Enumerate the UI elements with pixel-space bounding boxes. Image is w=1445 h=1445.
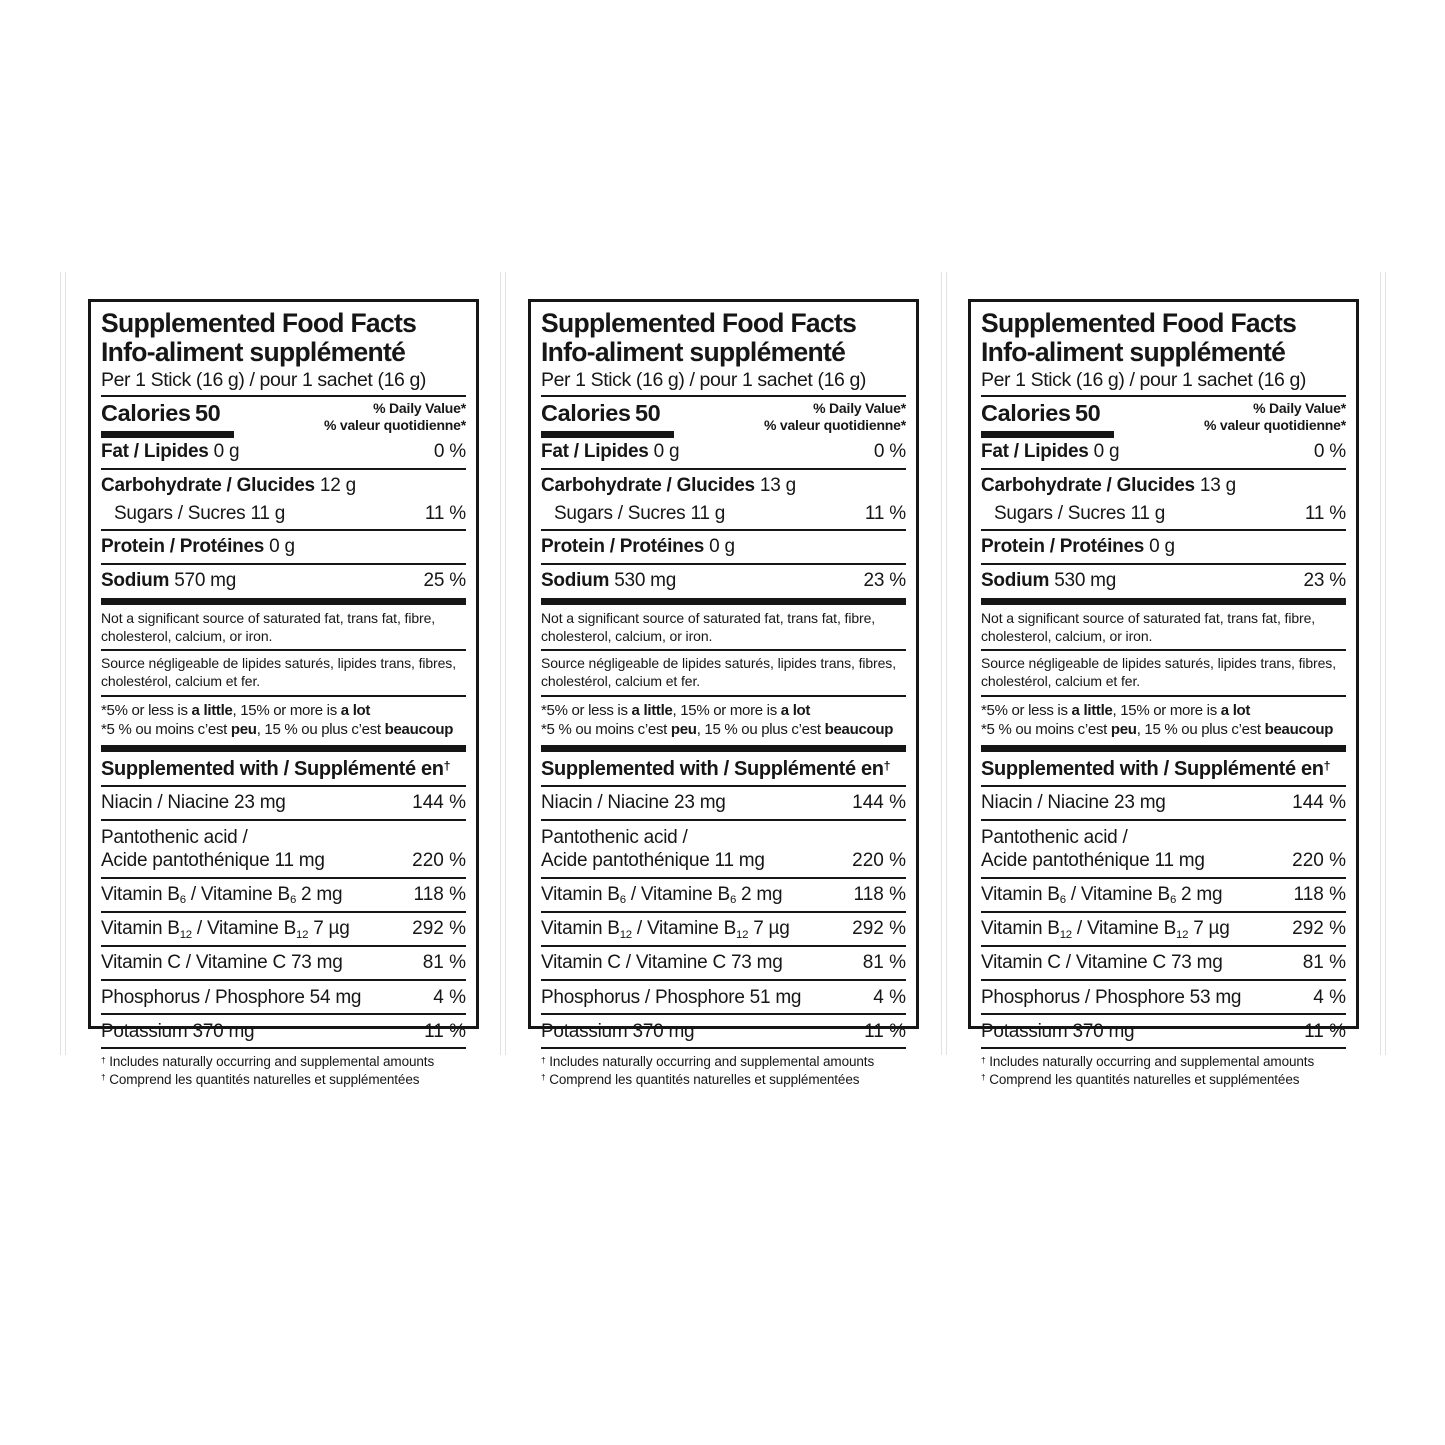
rule xyxy=(541,649,906,651)
rule xyxy=(101,529,466,531)
rule xyxy=(541,1013,906,1015)
sodium-row xyxy=(981,567,1346,595)
daily-value-heading-en: % Daily Value* xyxy=(813,400,906,417)
nutrient-daily-value: 81 % xyxy=(862,952,906,974)
daily-value-heading xyxy=(324,400,466,434)
label-title-fr: Info-aliment supplémenté xyxy=(101,336,406,367)
calories-label: Calories xyxy=(541,400,631,427)
rule xyxy=(981,695,1346,697)
nutrient-daily-value: 144 % xyxy=(852,792,906,814)
supplemented-nutrient-row xyxy=(981,949,1346,977)
nutrient-name: Vitamin $B_6$ / Vitamine $B_6$ 2 mg xyxy=(981,884,1223,907)
fat-name: Fat / Lipides 0 g xyxy=(541,441,680,463)
label-title-en: Supplemented Food Facts xyxy=(981,308,1297,338)
panel-fold-divider xyxy=(60,272,66,1055)
supplemented-with-header: Supplemented with / Supplémenté en† xyxy=(101,757,451,780)
calories-value: 50 xyxy=(635,400,661,427)
sodium-name: Sodium 530 mg xyxy=(541,570,677,592)
bottom-note-fr: † Comprend les quantités naturelles et supplémentées xyxy=(101,1071,420,1087)
nutrient-daily-value: 220 % xyxy=(1292,849,1346,871)
fat-daily-value: 0 % xyxy=(873,441,906,463)
nutrient-daily-value: 81 % xyxy=(1302,952,1346,974)
rule xyxy=(981,1047,1346,1049)
daily-value-footnote-en: *5% or less is a little, 15% or more is a lot xyxy=(101,701,371,719)
nutrient-name: Phosphorus / Phosphore 54 mg xyxy=(101,986,362,1008)
nutrient-daily-value: 11 % xyxy=(1304,1020,1346,1042)
nutrient-daily-value: 11 % xyxy=(864,1020,906,1042)
rule xyxy=(981,529,1346,531)
calories-row xyxy=(981,400,1346,438)
daily-value-footnote-fr: *5 % ou moins c’est peu, 15 % ou plus c’est beaucoup xyxy=(101,721,454,739)
supplemented-nutrient-row xyxy=(101,983,466,1011)
supplemented-nutrient-row xyxy=(981,823,1346,874)
rule xyxy=(541,529,906,531)
rule xyxy=(101,1047,466,1049)
daily-value-heading xyxy=(1204,400,1346,434)
label-title-en: Supplemented Food Facts xyxy=(101,308,417,338)
sodium-daily-value: 25 % xyxy=(423,570,466,592)
rule xyxy=(101,395,466,397)
serving-size: Per 1 Stick (16 g) / pour 1 sachet (16 g) xyxy=(981,369,1307,392)
protein-name: Protein / Protéines 0 g xyxy=(981,536,1175,558)
sodium-row xyxy=(541,567,906,595)
bottom-notes xyxy=(101,1051,466,1088)
daily-value-footnote xyxy=(541,699,906,742)
nutrient-daily-value: 220 % xyxy=(412,849,466,871)
supplemented-nutrient-row xyxy=(541,881,906,909)
calories-label: Calories xyxy=(101,400,191,427)
nutrient-name: Vitamin C / Vitamine C 73 mg xyxy=(981,952,1223,974)
rule xyxy=(981,911,1346,913)
fat-name: Fat / Lipides 0 g xyxy=(981,441,1120,463)
insignificant-source-note-fr: Source négligeable de lipides saturés, lipides trans, fibres, cholestérol, calcium et fer. xyxy=(981,655,1336,690)
protein-row xyxy=(101,533,466,561)
label-title-fr: Info-aliment supplémenté xyxy=(541,336,846,367)
nutrient-name: Phosphorus / Phosphore 53 mg xyxy=(981,986,1242,1008)
rule xyxy=(981,819,1346,821)
supplemented-rows xyxy=(981,789,1346,1049)
nutrient-name: Niacin / Niacine 23 mg xyxy=(101,792,286,814)
nutrient-name: Potassium 370 mg xyxy=(541,1020,695,1042)
calories-underline xyxy=(981,431,1114,438)
fat-row xyxy=(981,438,1346,466)
panel-fold-divider xyxy=(941,272,947,1055)
sugars-daily-value: 11 % xyxy=(1304,502,1346,524)
supplemented-rows xyxy=(541,789,906,1049)
nutrient-daily-value: 118 % xyxy=(1293,884,1346,905)
nutrient-daily-value: 81 % xyxy=(422,952,466,974)
thick-rule xyxy=(541,598,906,605)
rule xyxy=(541,563,906,565)
daily-value-footnote-fr: *5 % ou moins c’est peu, 15 % ou plus c’est beaucoup xyxy=(541,721,894,739)
nutrient-name: Pantothenic acid / Acide pantothénique 11 mg xyxy=(101,826,325,871)
serving-size: Per 1 Stick (16 g) / pour 1 sachet (16 g) xyxy=(101,369,427,392)
carbohydrate-name: Carbohydrate / Glucides 12 g xyxy=(101,474,356,496)
supplemented-nutrient-row xyxy=(101,789,466,817)
rule xyxy=(981,563,1346,565)
bottom-note-fr: † Comprend les quantités naturelles et supplémentées xyxy=(981,1071,1300,1087)
rule xyxy=(541,819,906,821)
supplemented-nutrient-row xyxy=(541,915,906,943)
calories-value: 50 xyxy=(195,400,221,427)
daily-value-footnote-fr: *5 % ou moins c’est peu, 15 % ou plus c’est beaucoup xyxy=(981,721,1334,739)
supplemented-food-facts-label xyxy=(968,299,1359,1087)
daily-value-heading-en: % Daily Value* xyxy=(373,400,466,417)
insignificant-source-note-fr: Source négligeable de lipides saturés, lipides trans, fibres, cholestérol, calcium et fer. xyxy=(541,655,896,690)
daily-value-heading-fr: % valeur quotidienne* xyxy=(763,416,906,433)
sodium-name: Sodium 530 mg xyxy=(981,570,1117,592)
rule xyxy=(541,395,906,397)
rule xyxy=(541,945,906,947)
sugars-name: Sugars / Sucres 11 g xyxy=(114,502,286,524)
rule xyxy=(101,979,466,981)
serving-size: Per 1 Stick (16 g) / pour 1 sachet (16 g) xyxy=(541,369,867,392)
nutrient-name: Vitamin $B_{12}$ / Vitamine $B_{12}$ 7 µg xyxy=(101,918,350,941)
bottom-note-en: † Includes naturally occurring and supplemental amounts xyxy=(541,1054,875,1070)
rule xyxy=(981,649,1346,651)
panel-fold-divider xyxy=(1380,272,1386,1055)
sugars-daily-value: 11 % xyxy=(864,502,906,524)
nutrient-name: Vitamin $B_{12}$ / Vitamine $B_{12}$ 7 µg xyxy=(981,918,1230,941)
nutrient-name: Niacin / Niacine 23 mg xyxy=(981,792,1166,814)
rule xyxy=(541,785,906,787)
supplemented-nutrient-row xyxy=(541,983,906,1011)
supplemented-nutrient-row xyxy=(101,949,466,977)
rule xyxy=(101,695,466,697)
nutrient-name: Vitamin $B_{12}$ / Vitamine $B_{12}$ 7 µg xyxy=(541,918,790,941)
fat-row xyxy=(101,438,466,466)
nutrient-daily-value: 4 % xyxy=(873,986,906,1008)
supplemented-nutrient-row xyxy=(101,915,466,943)
nutrient-daily-value: 118 % xyxy=(853,884,906,905)
supplemented-nutrient-row xyxy=(541,823,906,874)
daily-value-heading xyxy=(764,400,906,434)
daily-value-heading-fr: % valeur quotidienne* xyxy=(1203,416,1346,433)
rule xyxy=(541,877,906,879)
supplemented-nutrient-row xyxy=(541,1017,906,1045)
thick-rule xyxy=(101,745,466,752)
sugars-row xyxy=(101,500,466,528)
rule xyxy=(101,1013,466,1015)
nutrient-name: Phosphorus / Phosphore 51 mg xyxy=(541,986,802,1008)
daily-value-footnote-en: *5% or less is a little, 15% or more is a lot xyxy=(541,701,811,719)
sugars-daily-value: 11 % xyxy=(424,502,466,524)
insignificant-source-note-fr: Source négligeable de lipides saturés, lipides trans, fibres, cholestérol, calcium et fer. xyxy=(101,655,456,690)
nutrient-daily-value: 292 % xyxy=(412,918,466,940)
supplemented-nutrient-row xyxy=(101,1017,466,1045)
carbohydrate-name: Carbohydrate / Glucides 13 g xyxy=(981,474,1236,496)
bottom-notes xyxy=(981,1051,1346,1088)
supplemented-food-facts-label xyxy=(88,299,479,1087)
nutrient-name: Niacin / Niacine 23 mg xyxy=(541,792,726,814)
calories-underline xyxy=(541,431,674,438)
calories-value: 50 xyxy=(1075,400,1101,427)
rule xyxy=(101,945,466,947)
nutrient-name: Vitamin $B_6$ / Vitamine $B_6$ 2 mg xyxy=(541,884,783,907)
rule xyxy=(101,785,466,787)
thick-rule xyxy=(981,598,1346,605)
nutrient-daily-value: 292 % xyxy=(1292,918,1346,940)
bottom-note-fr: † Comprend les quantités naturelles et supplémentées xyxy=(541,1071,860,1087)
panel-fold-divider xyxy=(500,272,506,1055)
label-title-fr: Info-aliment supplémenté xyxy=(981,336,1286,367)
rule xyxy=(541,1047,906,1049)
supplemented-food-facts-label xyxy=(528,299,919,1087)
nutrient-name: Vitamin C / Vitamine C 73 mg xyxy=(101,952,343,974)
supplemented-nutrient-row xyxy=(101,881,466,909)
rule xyxy=(981,979,1346,981)
rule xyxy=(541,468,906,470)
nutrient-daily-value: 4 % xyxy=(433,986,466,1008)
supplemented-with-header: Supplemented with / Supplémenté en† xyxy=(541,757,891,780)
rule xyxy=(541,979,906,981)
rule xyxy=(101,468,466,470)
calories-underline xyxy=(101,431,234,438)
daily-value-footnote xyxy=(981,699,1346,742)
nutrient-daily-value: 11 % xyxy=(424,1020,466,1042)
nutrient-daily-value: 292 % xyxy=(852,918,906,940)
fat-name: Fat / Lipides 0 g xyxy=(101,441,240,463)
fat-daily-value: 0 % xyxy=(1313,441,1346,463)
sugars-name: Sugars / Sucres 11 g xyxy=(994,502,1166,524)
nutrient-daily-value: 118 % xyxy=(413,884,466,905)
bottom-note-en: † Includes naturally occurring and supplemental amounts xyxy=(101,1054,435,1070)
rule xyxy=(101,877,466,879)
calories-block xyxy=(101,400,234,438)
fat-row xyxy=(541,438,906,466)
rule xyxy=(981,395,1346,397)
rule xyxy=(541,911,906,913)
supplemented-nutrient-row xyxy=(981,915,1346,943)
supplemented-nutrient-row xyxy=(981,1017,1346,1045)
supplemented-rows xyxy=(101,789,466,1049)
nutrient-name: Vitamin C / Vitamine C 73 mg xyxy=(541,952,783,974)
carbohydrate-row xyxy=(541,472,906,500)
rule xyxy=(101,911,466,913)
rule xyxy=(981,1013,1346,1015)
insignificant-source-note-en: Not a significant source of saturated fat, trans fat, fibre, cholesterol, calcium, or iron. xyxy=(541,609,876,644)
protein-row xyxy=(981,533,1346,561)
nutrient-daily-value: 144 % xyxy=(1292,792,1346,814)
sugars-row xyxy=(981,500,1346,528)
rule xyxy=(541,695,906,697)
supplemented-nutrient-row xyxy=(981,789,1346,817)
thick-rule xyxy=(541,745,906,752)
bottom-notes xyxy=(541,1051,906,1088)
thick-rule xyxy=(981,745,1346,752)
nutrient-name: Pantothenic acid / Acide pantothénique 11 mg xyxy=(541,826,765,871)
sodium-daily-value: 23 % xyxy=(863,570,906,592)
fat-daily-value: 0 % xyxy=(433,441,466,463)
protein-name: Protein / Protéines 0 g xyxy=(101,536,295,558)
rule xyxy=(101,563,466,565)
rule xyxy=(981,785,1346,787)
nutrient-daily-value: 220 % xyxy=(852,849,906,871)
calories-row xyxy=(541,400,906,438)
nutrient-daily-value: 4 % xyxy=(1313,986,1346,1008)
rule xyxy=(981,877,1346,879)
carbohydrate-name: Carbohydrate / Glucides 13 g xyxy=(541,474,796,496)
supplemented-nutrient-row xyxy=(981,881,1346,909)
sodium-row xyxy=(101,567,466,595)
rule xyxy=(101,649,466,651)
bottom-note-en: † Includes naturally occurring and supplemental amounts xyxy=(981,1054,1315,1070)
daily-value-heading-fr: % valeur quotidienne* xyxy=(323,416,466,433)
insignificant-source-note-en: Not a significant source of saturated fat, trans fat, fibre, cholesterol, calcium, or iron. xyxy=(981,609,1316,644)
sodium-daily-value: 23 % xyxy=(1303,570,1346,592)
nutrient-name: Pantothenic acid / Acide pantothénique 11 mg xyxy=(981,826,1205,871)
nutrient-daily-value: 144 % xyxy=(412,792,466,814)
calories-block xyxy=(541,400,674,438)
nutrient-name: Vitamin $B_6$ / Vitamine $B_6$ 2 mg xyxy=(101,884,343,907)
sodium-name: Sodium 570 mg xyxy=(101,570,237,592)
supplemented-nutrient-row xyxy=(981,983,1346,1011)
daily-value-heading-en: % Daily Value* xyxy=(1253,400,1346,417)
daily-value-footnote xyxy=(101,699,466,742)
supplemented-nutrient-row xyxy=(541,789,906,817)
protein-name: Protein / Protéines 0 g xyxy=(541,536,735,558)
carbohydrate-row xyxy=(101,472,466,500)
calories-block xyxy=(981,400,1114,438)
nutrient-name: Potassium 370 mg xyxy=(981,1020,1135,1042)
insignificant-source-note-en: Not a significant source of saturated fat, trans fat, fibre, cholesterol, calcium, or iron. xyxy=(101,609,436,644)
daily-value-footnote-en: *5% or less is a little, 15% or more is a lot xyxy=(981,701,1251,719)
carbohydrate-row xyxy=(981,472,1346,500)
nutrient-name: Potassium 370 mg xyxy=(101,1020,255,1042)
protein-row xyxy=(541,533,906,561)
supplemented-nutrient-row xyxy=(541,949,906,977)
supplemented-with-header: Supplemented with / Supplémenté en† xyxy=(981,757,1331,780)
thick-rule xyxy=(101,598,466,605)
calories-label: Calories xyxy=(981,400,1071,427)
sugars-name: Sugars / Sucres 11 g xyxy=(554,502,726,524)
rule xyxy=(981,945,1346,947)
rule xyxy=(981,468,1346,470)
sugars-row xyxy=(541,500,906,528)
calories-row xyxy=(101,400,466,438)
label-title-en: Supplemented Food Facts xyxy=(541,308,857,338)
rule xyxy=(101,819,466,821)
supplemented-nutrient-row xyxy=(101,823,466,874)
